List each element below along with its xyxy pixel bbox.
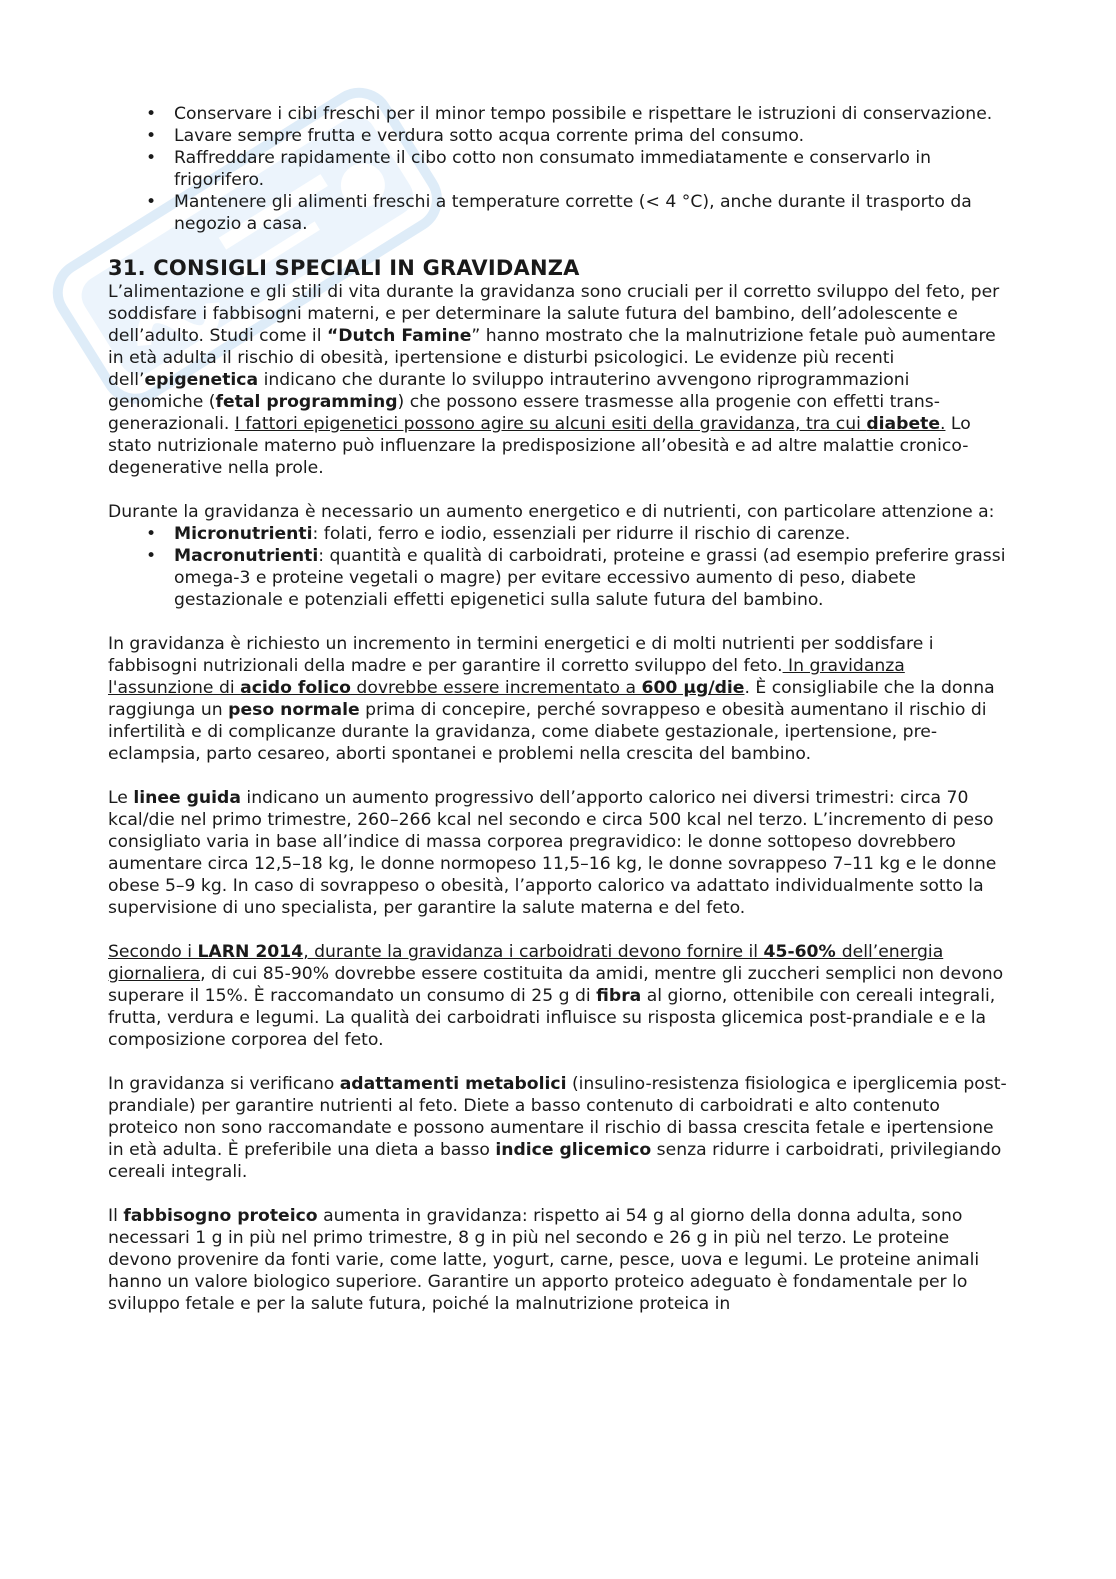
- paragraph-guidelines: Le linee guida indicano un aumento progressivo dell’apporto calorico nei diversi trimestri: circa 70 kcal/die nel primo trimestre, 260–266 kcal nel secondo e circa 500 kcal nel terzo. L’incremento di peso consigliato varia in base all’indice di massa corporea pregravidico: le donne sottopeso dovrebbero aumentare circa 12,5–18 kg, le donne normopeso 11,5–16 kg, le donne sovrappeso 7–11 kg e le donne obese 5–9 kg. In caso di sovrappeso o obesità, l’apporto calorico va adattato individualmente sotto la supervisione di uno specialista, per garantire la salute materna e del feto.: [108, 788, 997, 918]
- paragraph-larn: Secondo i LARN 2014, durante la gravidanza i carboidrati devono fornire il 45-60% dell’energia giornaliera, di cui 85-90% dovrebbe essere costituita da amidi, mentre gli zuccheri semplici non devono superare il 15%. È raccomandato un consumo di 25 g di fibra al giorno, ottenibile con cereali integrali, frutta, verdura e legumi. La qualità dei carboidrati influisce su risposta glicemica post-prandiale e e la composizione corporea del feto.: [108, 942, 1004, 1050]
- paragraph-needs: Durante la gravidanza è necessario un aumento energetico e di nutrienti, con particolare attenzione a:: [108, 502, 995, 522]
- list-item: • Mantenere gli alimenti freschi a temperature corrette (< 4 °C), anche durante il trasporto da negozio a casa.: [108, 191, 1008, 235]
- nutrients-list: [108, 523, 1008, 611]
- section-heading: 31. CONSIGLI SPECIALI IN GRAVIDANZA: [108, 256, 580, 280]
- storage-tips-list: [108, 103, 1008, 235]
- list-item: • Lavare sempre frutta e verdura sotto acqua corrente prima del consumo.: [108, 125, 1008, 147]
- document-page: [108, 103, 1008, 1315]
- paragraph-metabolic: In gravidanza si verificano adattamenti metabolici (insulino-resistenza fisiologica e iperglicemia post-prandiale) per garantire nutrienti al feto. Diete a basso contenuto di carboidrati e alto contenuto proteico non sono raccomandate e possono aumentare il rischio di bassa crescita fetale e ipertensione in età adulta. È preferibile una dieta a basso indice glicemico senza ridurre i carboidrati, privilegiando cereali integrali.: [108, 1074, 1007, 1182]
- list-item: • Macronutrienti: quantità e qualità di carboidrati, proteine e grassi (ad esempio preferire grassi omega-3 e proteine vegetali o magre) per evitare eccessivo aumento di peso, diabete gestazionale e potenziali effetti epigenetici sulla salute futura del bambino.: [108, 545, 1008, 611]
- list-item: • Micronutrienti: folati, ferro e iodio, essenziali per ridurre il rischio di carenze.: [108, 523, 1008, 545]
- list-item: • Raffreddare rapidamente il cibo cotto non consumato immediatamente e conservarlo in frigorifero.: [108, 147, 1008, 191]
- paragraph-protein: Il fabbisogno proteico aumenta in gravidanza: rispetto ai 54 g al giorno della donna adulta, sono necessari 1 g in più nel primo trimestre, 8 g in più nel secondo e 26 g in più nel terzo. Le proteine devono provenire da fonti varie, come latte, yogurt, carne, pesce, uova e legumi. Le proteine animali hanno un valore biologico superiore. Garantire un apporto proteico adeguato è fondamentale per lo sviluppo fetale e per la salute futura, poiché la malnutrizione proteica in: [108, 1206, 980, 1314]
- paragraph-intro: L’alimentazione e gli stili di vita durante la gravidanza sono cruciali per il corretto sviluppo del feto, per soddisfare i fabbisogni materni, e per determinare la salute futura del bambino, dell’adolescente e dell’adulto. Studi come il “Dutch Famine” hanno mostrato che la malnutrizione fetale può aumentare in età adulta il rischio di obesità, ipertensione e disturbi psicologici. Le evidenze più recenti dell’epigenetica indicano che durante lo sviluppo intrauterino avvengono riprogrammazioni genomiche (fetal programming) che possono essere trasmesse alla progenie con effetti trans- generazionali. I fattori epigenetici possono agire su alcuni esiti della gravidanza, tra cui diabete. Lo stato nutrizionale materno può influenzare la predisposizione all’obesità e ad altre malattie cronico-degenerative nella prole.: [108, 282, 1000, 478]
- list-item: • Conservare i cibi freschi per il minor tempo possibile e rispettare le istruzioni di conservazione.: [108, 103, 1008, 125]
- paragraph-folic-acid: In gravidanza è richiesto un incremento in termini energetici e di molti nutrienti per soddisfare i fabbisogni nutrizionali della madre e per garantire il corretto sviluppo del feto. In gravidanza l'assunzione di acido folico dovrebbe essere incrementato a 600 µg/die. È consigliabile che la donna raggiunga un peso normale prima di concepire, perché sovrappeso e obesità aumentano il rischio di infertilità e di complicanze durante la gravidanza, come diabete gestazionale, ipertensione, pre-eclampsia, parto cesareo, aborti spontanei e problemi nella crescita del bambino.: [108, 634, 995, 764]
